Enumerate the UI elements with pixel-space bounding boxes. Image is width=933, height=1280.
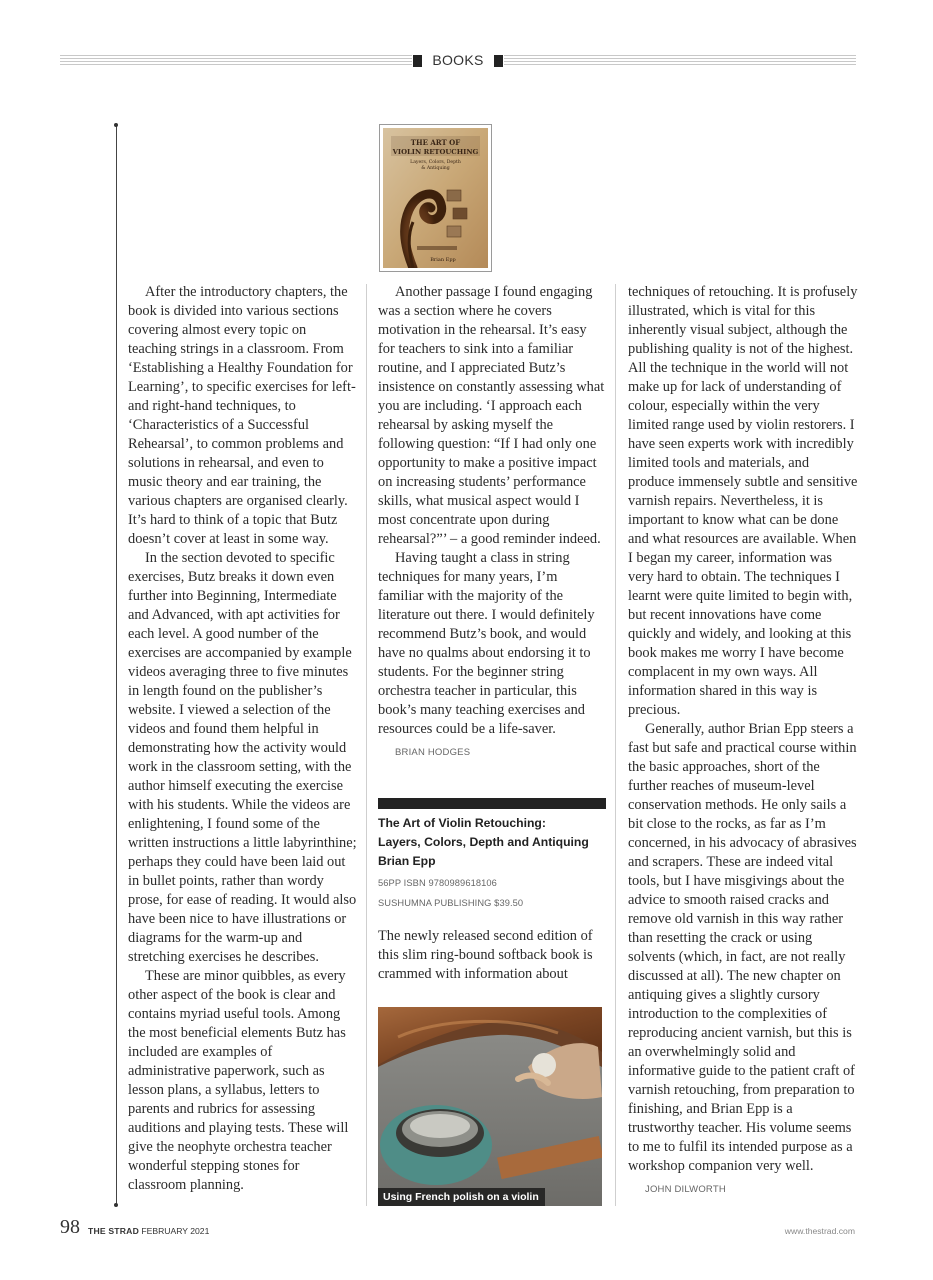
book-details: 56PP ISBN 9780989618106 [378, 878, 497, 888]
article-column-3 [628, 283, 858, 1199]
section-header [60, 52, 856, 70]
book-cover-image [383, 128, 488, 268]
cover-subtitle: Layers, Colors, Depth [410, 160, 461, 165]
reviewer-byline: JOHN DILWORTH [645, 1184, 726, 1195]
paragraph: techniques of retouching. It is profusely illustrated, which is vital for this inherently visual subject, although the publishing quality is not of the highest. All the technique in the world will not make up for lack of understanding of colour, especially within the very limited range used by violin restorers. I have seen experts work with incredibly limited tools and materials, and produce immensely subtle and sensitive varnish repairs. Nevertheless, it is important to know what can be done and what resources are available. When I began my career, information was very hard to obtain. The techniques I learnt were quite limited to begin with, but recent innovations have come quickly and widely, and looking at this book makes me worry I have become complacent in my own ways. All information shared in this way is precious. [628, 284, 858, 718]
paragraph: Having taught a class in string techniques for many years, I’m familiar with the majority of the literature out there. I would definitely recommend Butz’s book, and would have no qualms about endorsing it to students. For the beginner string orchestra teacher in particular, this book’s many teaching exercises and resources could be a life-saver. [378, 550, 595, 737]
cover-title-line: THE ART OF [410, 138, 461, 147]
book-title-line-1: The Art of Violin Retouching: [378, 816, 546, 830]
paragraph: Generally, author Brian Epp steers a fast but safe and practical course within the basic approaches, short of the further reaches of museum-level conservation methods. He only sails a bit close to the rocks, as far as I’m concerned, in his advocacy of abrasives and scrapers. These are indeed vital tools, but I have misgivings about the advice to smooth raised cracks and remove old varnish in this way rather than resetting the crack or using solvents (which, in fact, are not really discussed at all). The new chapter on antiquing gives a slightly cursory introduction to the complexities of reproducing ancient varnish, but this is an overwhelmingly solid and informative guide to the patient craft of varnish retouching, from preparation to finishing, and Brian Epp is a trustworthy teacher. His volume seems to me to fulfil its intended purpose as a workshop companion very well. [628, 721, 857, 1174]
magazine-issue [88, 1226, 209, 1236]
column-divider-1 [366, 284, 367, 1206]
issue-date: FEBRUARY 2021 [141, 1226, 210, 1236]
header-marker-right [494, 55, 503, 67]
book-publisher-price: SUSHUMNA PUBLISHING $39.50 [378, 898, 524, 908]
column-divider-2 [615, 284, 616, 1206]
article-photo [378, 1007, 602, 1206]
article-column-2 [378, 283, 606, 762]
book-cover [379, 124, 492, 272]
book-info [378, 814, 608, 913]
section-title: BOOKS [432, 52, 484, 68]
article-column-1 [128, 283, 358, 1195]
review-intro: The newly released second edition of this slim ring-bound softback book is crammed with information about [378, 928, 593, 982]
magazine-name: THE STRAD [88, 1226, 139, 1236]
paragraph: Another passage I found engaging was a section where he covers motivation in the rehearsal. It’s easy for teachers to sink into a familiar routine, and I appreciated Butz’s insistence on constantly assessing what you are including. ‘I approach each rehearsal by asking myself the following question: “If I had only one opportunity to make a positive impact on increasing students’ performance skills, what musical aspect would I most concentrate upon during rehearsal?”’ – a good reminder indeed. [378, 284, 605, 547]
header-rule-left [60, 55, 412, 67]
cover-subtitle: & Antiquing [421, 166, 450, 171]
cover-title-line: VIOLIN RETOUCHING [392, 148, 479, 156]
photo-caption: Using French polish on a violin [378, 1188, 545, 1206]
book-info-bar [378, 798, 606, 809]
reviewer-byline: BRIAN HODGES [395, 747, 471, 758]
book-author: Brian Epp [378, 854, 436, 868]
margin-rule-dot-top [114, 123, 118, 127]
paragraph: After the introductory chapters, the book is divided into various sections covering almost every topic on teaching strings in a classroom. From ‘Establishing a Healthy Foundation for Learning’, to specific exercises for left- and right-hand techniques, to ‘Characteristics of a Successful Rehearsal’, to common problems and solutions in rehearsal, and even to music theory and ear training, the various chapters are organised clearly. It’s hard to think of a topic that Butz doesn’t cover at least in some way. [128, 284, 356, 547]
margin-rule-dot-bottom [114, 1203, 118, 1207]
header-rule-right [504, 55, 856, 67]
paragraph: In the section devoted to specific exercises, Butz breaks it down even further into Beginning, Intermediate and Advanced, with apt activities for each level. A good number of the exercises are accompanied by example videos averaging three to five minutes in length found on the publisher’s website. I viewed a selection of the videos and found them helpful in demonstrating how the activity would work in the classroom setting, with the author himself executing the exercise with his students. While the videos are enlightening, I found some of the written instructions a little labyrinthine; perhaps they could have been laid out in bullet points, rather than wordy prose, for ease of reading. It would also have been nice to have illustrations or diagrams for the warm-up and stretching exercises he describes. [128, 550, 357, 965]
french-polish-image [378, 1007, 602, 1206]
margin-rule [116, 125, 117, 1206]
page-number: 98 [60, 1216, 80, 1238]
book-title-line-2: Layers, Colors, Depth and Antiquing [378, 835, 589, 849]
header-marker-left [413, 55, 422, 67]
website-link[interactable]: www.thestrad.com [784, 1226, 855, 1236]
cover-author: Brian Epp [430, 257, 456, 263]
paragraph: These are minor quibbles, as every other aspect of the book is clear and contains myriad useful tools. Among the most beneficial elements Butz has included are examples of administrative paperwork, such as lesson plans, a syllabus, letters to parents and rubrics for assessing auditions and playing tests. These will give the neophyte orchestra teacher wonderful stepping stones for classroom planning. [128, 968, 349, 1193]
